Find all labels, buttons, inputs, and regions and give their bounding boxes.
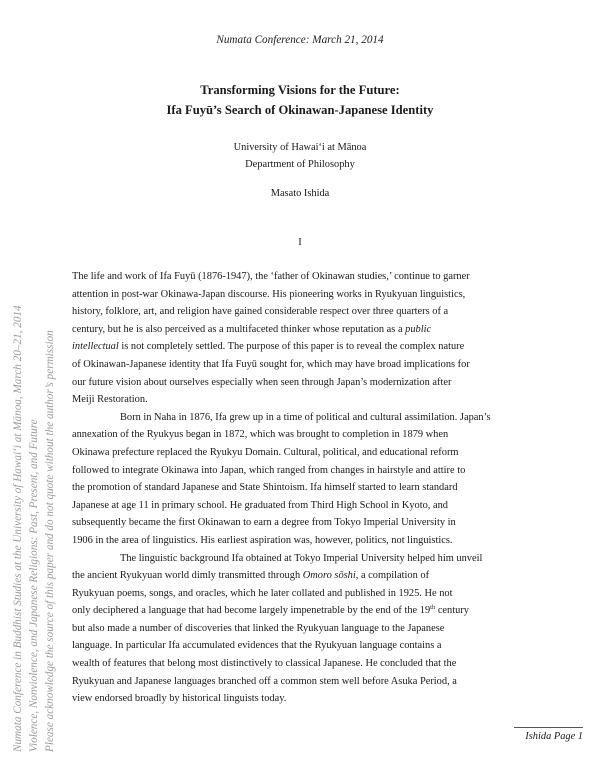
title-line-1: Transforming Visions for the Future: xyxy=(200,83,400,97)
text-span: century, but he is also perceived as a multifaceted thinker whose reputation as a xyxy=(72,323,406,335)
text-line: wealth of features that belong most distinctively to classical Japanese. He concluded that the xyxy=(72,658,457,670)
text-line: our future vision about ourselves especially when seen through Japan’s modernization after xyxy=(72,376,452,388)
university: University of Hawai‘i at Mānoa xyxy=(233,142,367,153)
text-line: Born in Naha in 1876, Ifa grew up in a time of political and cultural assimilation. Japan’s xyxy=(120,411,491,423)
watermark-line-1: Numata Conference in Buddhist Studies at the University of Hawai‘i at Mānoa, March 20–21, 2014 xyxy=(12,305,24,752)
text-line: subsequently became the first Okinawan to earn a degree from Tokyo Imperial University in xyxy=(72,517,456,529)
watermark-line-3: Please acknowledge the source of this paper and do not quote without the author’s permission xyxy=(44,330,56,752)
text-line: annexation of the Ryukyus began in 1872, which was brought to completion in 1879 when xyxy=(72,429,449,441)
affiliation xyxy=(0,139,600,173)
text-line: Japanese at age 11 in primary school. He graduated from Third High School in Kyoto, and xyxy=(72,499,448,511)
text-span: is not completely settled. The purpose of this paper is to reveal the complex nature xyxy=(118,341,465,353)
paragraph-3 xyxy=(72,550,600,708)
text-line: attention in post-war Okinawa-Japan discourse. His pioneering works in Ryukyuan linguistics, xyxy=(72,288,466,300)
text-line: The life and work of Ifa Fuyū (1876-1947), the ‘father of Okinawan studies,’ continue to garner xyxy=(72,271,470,282)
emphasis: Omoro sōshi xyxy=(302,570,356,582)
text-line: view endorsed broadly by historical linguists today. xyxy=(72,693,287,705)
section-number: I xyxy=(298,237,302,248)
page-number-footer: Ishida Page 1 xyxy=(525,731,583,742)
text-line xyxy=(72,321,600,339)
author-name: Masato Ishida xyxy=(270,188,330,199)
text-line: the promotion of standard Japanese and State Shintoism. Ifa himself started to learn standard xyxy=(72,482,458,494)
text-line xyxy=(72,338,600,356)
emphasis: intellectual xyxy=(72,341,119,353)
text-line: of Okinawan-Japanese identity that Ifa Fuyū sought for, which may have broad implications for xyxy=(72,358,470,370)
text-line: language. In particular Ifa accumulated evidences that the Ryukyuan language contains a xyxy=(72,640,442,652)
emphasis: public xyxy=(405,323,432,335)
text-line: The linguistic background Ifa obtained at Tokyo Imperial University helped him unveil xyxy=(120,552,483,564)
paragraph-1 xyxy=(72,268,600,409)
text-line: Meiji Restoration. xyxy=(72,394,148,406)
text-line xyxy=(72,602,600,620)
text-span: century xyxy=(435,605,469,617)
text-line: Okinawa prefecture replaced the Ryukyu Domain. Cultural, political, and educational reform xyxy=(72,446,459,458)
text-line: but also made a number of discoveries that linked the Ryukyuan language to the Japanese xyxy=(72,622,445,634)
superscript: th xyxy=(430,604,436,612)
footer-divider xyxy=(514,727,583,728)
text-line xyxy=(72,567,600,585)
text-span: , a compilation of xyxy=(355,570,430,582)
department: Department of Philosophy xyxy=(245,159,355,170)
watermark-line-2: Violence, Nonviolence, and Japanese Religions: Past, Present, and Future xyxy=(28,419,40,752)
paper-title xyxy=(0,80,600,120)
paragraph-2 xyxy=(72,409,600,550)
text-line: Ryukyuan and Japanese languages branched off a common stem well before Asuka Period, a xyxy=(72,675,457,687)
body-text xyxy=(72,268,600,708)
text-line: followed to integrate Okinawa into Japan, which ranged from changes in hairstyle and attire to xyxy=(72,464,466,476)
text-line: Ryukyuan poems, songs, and oracles, which he later collated and published in 1925. He not xyxy=(72,587,453,599)
text-span: the ancient Ryukyuan world dimly transmitted through xyxy=(72,570,303,582)
running-header: Numata Conference: March 21, 2014 xyxy=(216,34,384,46)
text-line: 1906 in the area of linguistics. His earliest aspiration was, however, politics, not linguistics. xyxy=(72,534,453,546)
text-span: only deciphered a language that had become largely impenetrable by the end of the 19 xyxy=(72,605,431,617)
text-line: history, folklore, art, and religion have gained considerable respect over three quarters of a xyxy=(72,306,449,318)
title-line-2: Ifa Fuyū’s Search of Okinawan-Japanese Identity xyxy=(166,103,434,117)
